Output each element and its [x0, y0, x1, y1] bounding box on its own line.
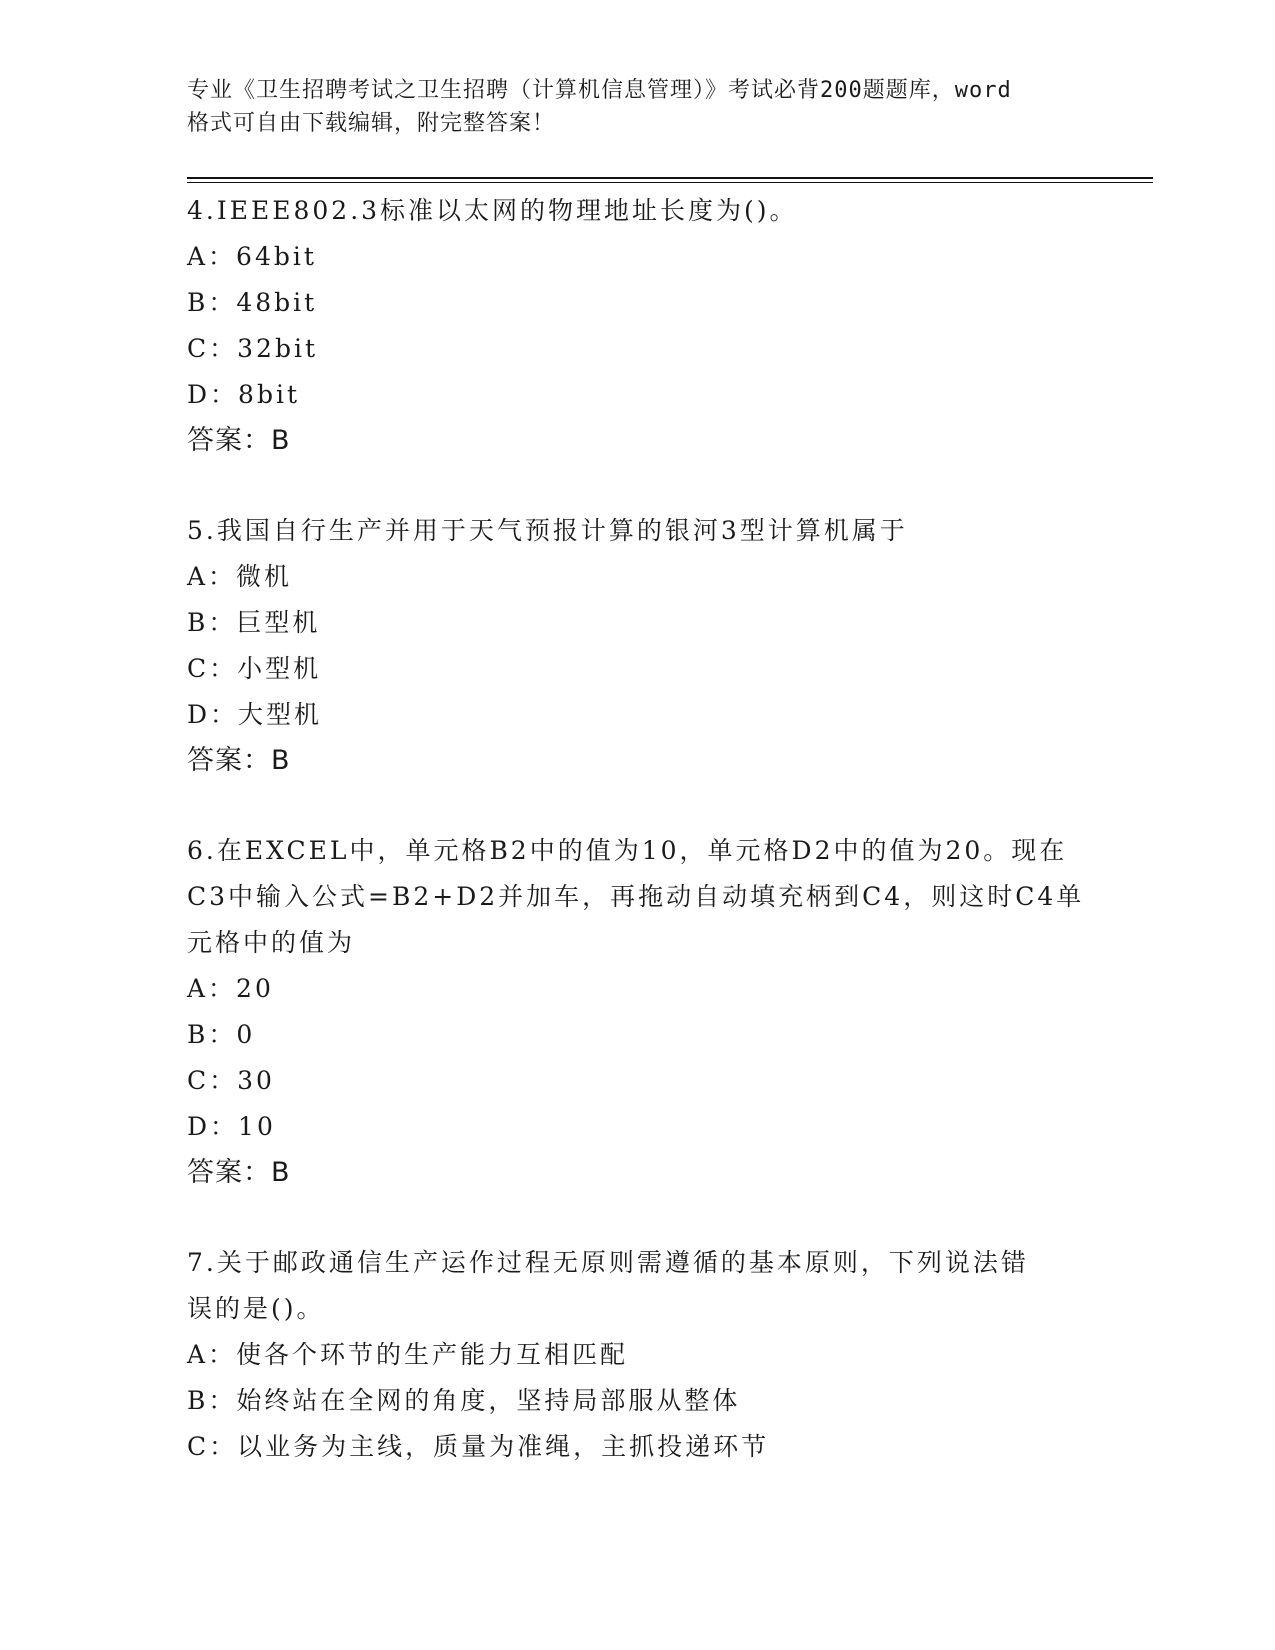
option-d: D：大型机: [187, 700, 323, 729]
option-a: A：使各个环节的生产能力互相匹配: [187, 1340, 629, 1369]
header-line-2: 格式可自由下载编辑，附完整答案！: [187, 111, 556, 136]
question-5: [187, 508, 1087, 784]
option-d: D：10: [187, 1112, 276, 1141]
option-b: B：始终站在全网的角度，坚持局部服从整体: [187, 1386, 741, 1415]
answer-line: 答案：B: [187, 1157, 291, 1188]
option-c: C：以业务为主线，质量为准绳，主抓投递环节: [187, 1432, 770, 1461]
option-a: A：20: [187, 974, 274, 1003]
option-b: B：0: [187, 1020, 256, 1049]
question-stem-line-1: 6.在EXCEL中，单元格B2中的值为10，单元格D2中的值为20。现在: [187, 836, 1068, 865]
document-header: [187, 74, 1087, 140]
question-stem-line-3: 元格中的值为: [187, 928, 356, 957]
option-b: B：48bit: [187, 288, 318, 317]
question-7: [187, 1240, 1087, 1470]
question-6: [187, 828, 1087, 1196]
option-c: C：32bit: [187, 334, 318, 363]
header-line-1: 专业《卫生招聘考试之卫生招聘（计算机信息管理）》考试必背200题题库，word: [187, 78, 1012, 103]
answer-line: 答案：B: [187, 425, 291, 456]
option-b: B：巨型机: [187, 608, 321, 637]
question-stem-line-2: 误的是()。: [187, 1294, 325, 1323]
question-stem: 4.IEEE802.3标准以太网的物理地址长度为()。: [187, 196, 798, 225]
option-c: C：30: [187, 1066, 275, 1095]
header-divider-thin: [187, 182, 1153, 183]
header-divider-thick: [187, 177, 1153, 179]
option-a: A：64bit: [187, 242, 317, 271]
question-4: [187, 188, 1087, 464]
question-stem-line-1: 7.关于邮政通信生产运作过程无原则需遵循的基本原则，下列说法错: [187, 1248, 1029, 1277]
option-d: D：8bit: [187, 380, 300, 409]
option-c: C：小型机: [187, 654, 322, 683]
answer-line: 答案：B: [187, 745, 291, 776]
option-a: A：微机: [187, 562, 293, 591]
question-stem: 5.我国自行生产并用于天气预报计算的银河3型计算机属于: [187, 516, 908, 545]
question-stem-line-2: C3中输入公式=B2+D2并加车，再拖动自动填充柄到C4，则这时C4单: [187, 882, 1085, 911]
